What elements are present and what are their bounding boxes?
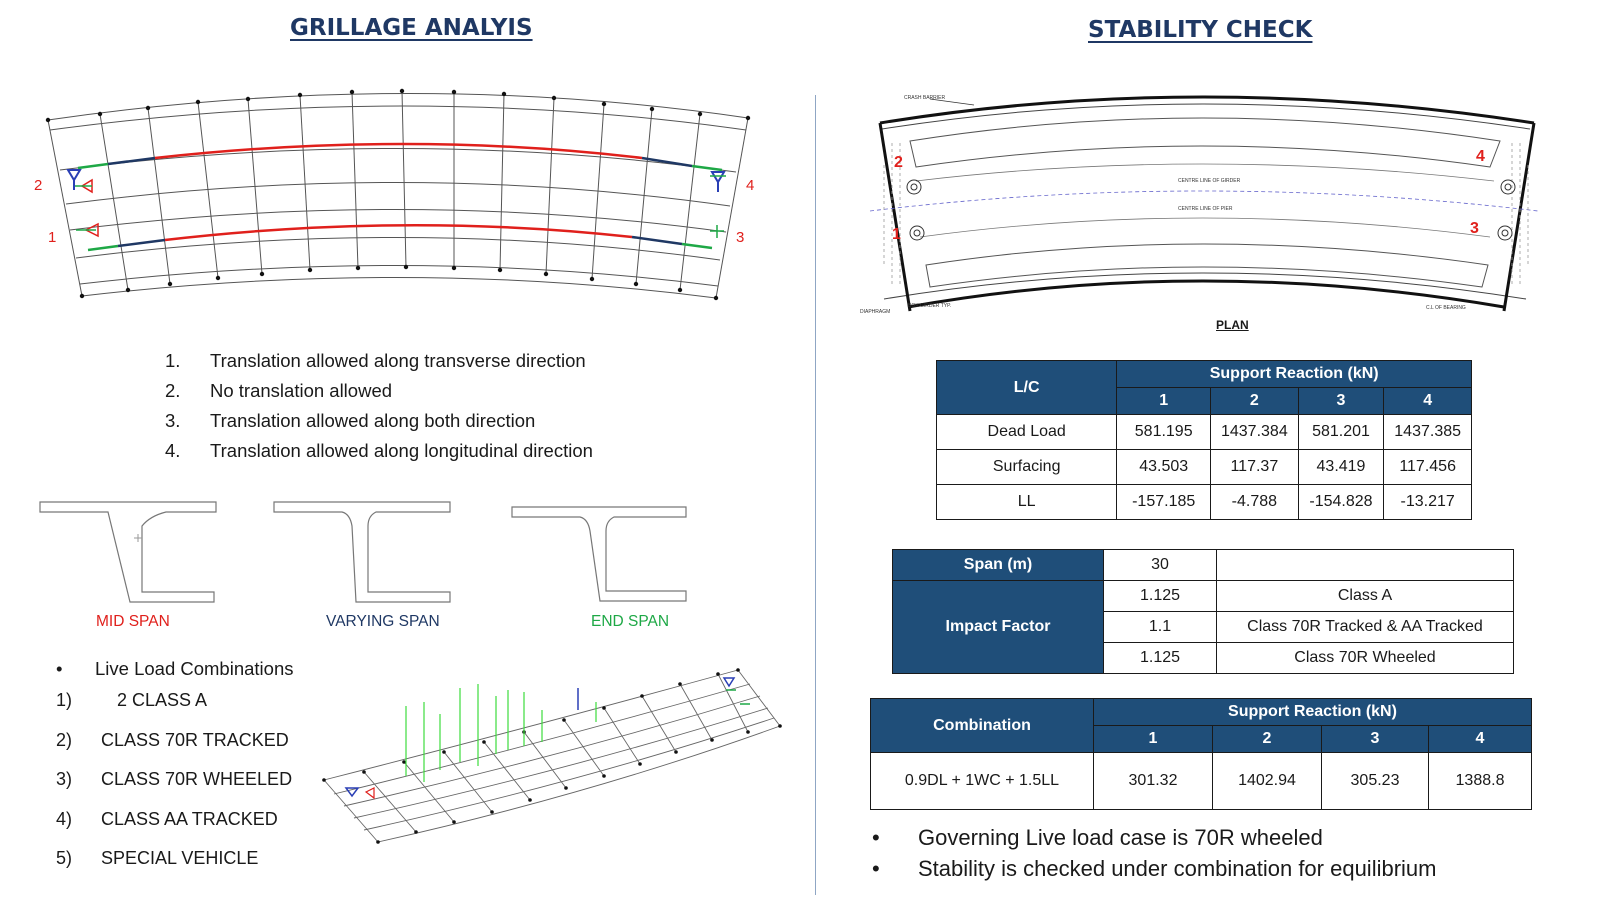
col-header: 4 (1429, 726, 1532, 753)
box-girder-label: BOX GIRDER TYP. (908, 303, 952, 309)
col-header: 4 (1384, 388, 1472, 415)
col-header: 1 (1117, 388, 1211, 415)
mid-span-label: MID SPAN (96, 613, 170, 630)
live-load-item: 4) CLASS AA TRACKED (56, 808, 278, 829)
table-row: 1.125 Class 70R Wheeled (893, 643, 1514, 674)
support-note: 2. No translation allowed (165, 380, 393, 401)
table-row: LL -157.185 -4.788 -154.828 -13.217 (937, 485, 1472, 520)
col-header: 2 (1213, 726, 1322, 753)
varying-span-section (272, 500, 452, 605)
bearing-number-1: 1 (892, 226, 901, 243)
support-label-2: 2 (34, 177, 43, 194)
support-reaction-header: Support Reaction (kN) (1094, 699, 1532, 726)
span-value: 30 (1104, 550, 1217, 581)
table-row: 1.1 Class 70R Tracked & AA Tracked (893, 612, 1514, 643)
support-notes-list (165, 346, 593, 466)
combination-table (870, 698, 1532, 810)
bullet-governing-case: • Governing Live load case is 70R wheeled (872, 825, 1323, 850)
support-note: 1. Translation allowed along transverse direction (165, 350, 586, 371)
live-load-list (56, 690, 292, 888)
lc-header: L/C (937, 361, 1117, 415)
col-header: 3 (1298, 388, 1384, 415)
live-load-item: 1) 2 CLASS A (56, 690, 208, 710)
end-span-label: END SPAN (591, 613, 670, 630)
grillage-title: GRILLAGE ANALYIS (290, 15, 533, 41)
cl-bearing-label: C.L OF BEARING (1426, 305, 1466, 311)
live-load-item: 3) CLASS 70R WHEELED (56, 769, 293, 789)
support-note: 3. Translation allowed along both direction (165, 410, 536, 431)
grillage-model-diagram (30, 80, 790, 330)
table-row: Dead Load 581.195 1437.384 581.201 1437.385 (937, 415, 1472, 450)
stability-title: STABILITY CHECK (1088, 17, 1313, 43)
col-header: 1 (1094, 726, 1213, 753)
col-header: 2 (1211, 388, 1299, 415)
support-label-3: 3 (736, 229, 745, 246)
bullet-stability-check: • Stability is checked under combination for equilibrium (872, 856, 1437, 881)
crash-barrier-label: CRASH BARRIER (904, 95, 946, 101)
support-reaction-header: Support Reaction (kN) (1117, 361, 1472, 388)
cl-pier-label: CENTRE LINE OF PIER (1178, 206, 1233, 212)
plan-caption: PLAN (1216, 318, 1249, 332)
impact-factor-table (892, 549, 1514, 674)
col-header: 3 (1322, 726, 1429, 753)
bridge-plan-diagram (860, 85, 1550, 335)
mid-span-section (38, 500, 218, 605)
bearing-number-4: 4 (1476, 148, 1485, 165)
live-load-item: 2) CLASS 70R TRACKED (56, 729, 289, 750)
impact-factor-label: Impact Factor (893, 581, 1104, 674)
bearing-number-2: 2 (894, 154, 903, 171)
live-load-title: • Live Load Combinations (56, 658, 294, 679)
support-reaction-table (936, 360, 1472, 520)
support-label-1: 1 (48, 229, 57, 246)
span-label: Span (m) (893, 550, 1104, 581)
cl-girder-label: CENTRE LINE OF GIRDER (1178, 178, 1241, 184)
table-row: Surfacing 43.503 117.37 43.419 117.456 (937, 450, 1472, 485)
table-row: 0.9DL + 1WC + 1.5LL 301.32 1402.94 305.23 1388.8 (871, 753, 1532, 810)
varying-span-label: VARYING SPAN (326, 613, 440, 630)
grillage-3d-load-diagram (320, 670, 800, 860)
support-label-4: 4 (746, 177, 755, 194)
diaphragm-label: DIAPHRAGM (860, 309, 891, 315)
live-load-item: 5) SPECIAL VEHICLE (56, 848, 259, 868)
combination-header: Combination (871, 699, 1094, 753)
table-row: Impact Factor 1.125 Class A (893, 581, 1514, 612)
support-note: 4. Translation allowed along longitudinal direction (165, 440, 593, 461)
end-span-section (510, 505, 690, 605)
section-divider (815, 95, 816, 895)
bearing-number-3: 3 (1470, 220, 1479, 237)
